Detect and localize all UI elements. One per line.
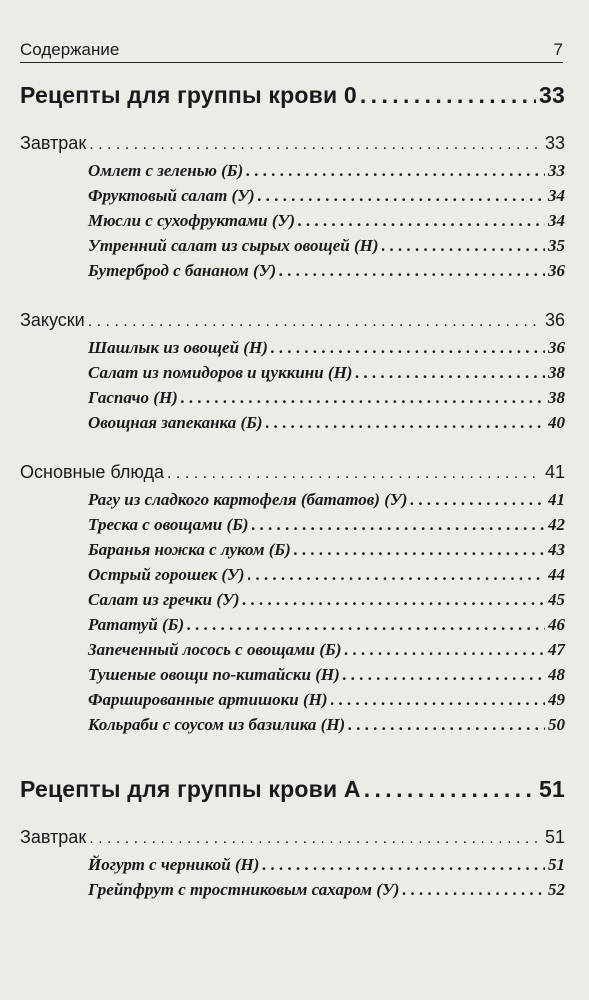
dot-leader [89,130,542,160]
item-page: 36 [548,338,565,357]
toc-item [20,512,565,537]
toc-part-blood-group-a [20,770,565,808]
section-page: 36 [544,310,565,330]
toc-item [20,360,565,385]
part-page: 51 [539,776,565,802]
item-page: 50 [548,715,565,734]
section-title: Завтрак [20,827,87,847]
dot-leader [181,385,545,410]
item-title: Фаршированные артишоки (Н) [88,690,328,709]
item-title: Рагу из сладкого картофеля (бататов) (У) [88,490,408,509]
toc-item [20,587,565,612]
item-page: 38 [548,388,565,407]
toc-item [20,158,565,183]
item-page: 52 [548,880,565,899]
item-title: Йогурт с черникой (Н) [88,855,260,874]
toc-item [20,233,565,258]
toc-item [20,712,565,737]
item-title: Запеченный лосось с овощами (Б) [88,640,342,659]
item-page: 43 [548,540,565,559]
section-title: Закуски [20,310,85,330]
item-title: Бутерброд с бананом (У) [88,261,277,280]
dot-leader [355,360,545,385]
item-title: Шашлык из овощей (Н) [88,338,268,357]
dot-leader [402,877,545,902]
dot-leader [88,307,542,337]
item-title: Омлет с зеленью (Б) [88,161,244,180]
item-title: Салат из помидоров и цуккини (Н) [88,363,353,382]
toc-section-breakfast [20,822,565,852]
part-title: Рецепты для группы крови А [20,776,361,802]
toc-item [20,537,565,562]
item-page: 42 [548,515,565,534]
item-title: Гаспачо (Н) [88,388,178,407]
item-title: Баранья ножка с луком (Б) [88,540,291,559]
toc-item [20,687,565,712]
dot-leader [266,410,545,435]
toc-item [20,183,565,208]
dot-leader [252,512,545,537]
item-title: Треска с овощами (Б) [88,515,249,534]
toc-part-blood-group-0 [20,76,565,114]
dot-leader [410,487,545,512]
item-title: Тушеные овощи по-китайски (Н) [88,665,340,684]
toc-item [20,852,565,877]
dot-leader [89,824,542,854]
dot-leader [294,537,545,562]
item-page: 38 [548,363,565,382]
toc-item [20,562,565,587]
dot-leader [262,852,545,877]
toc-item [20,208,565,233]
dot-leader [271,335,545,360]
toc-item [20,385,565,410]
section-title: Завтрак [20,133,87,153]
item-title: Кольраби с соусом из базилика (Н) [88,715,346,734]
item-title: Острый горошек (У) [88,565,245,584]
running-head [20,36,563,63]
page-number: 7 [553,40,563,59]
dot-leader [279,258,545,283]
item-page: 49 [548,690,565,709]
toc-item [20,877,565,902]
toc-section-breakfast [20,128,565,158]
dot-leader [360,76,536,114]
dot-leader [343,662,545,687]
running-head-title: Содержание [20,40,120,59]
item-page: 51 [548,855,565,874]
item-page: 45 [548,590,565,609]
item-page: 34 [548,211,565,230]
item-title: Овощная запеканка (Б) [88,413,263,432]
dot-leader [344,637,545,662]
part-page: 33 [539,82,565,108]
dot-leader [348,712,545,737]
item-title: Грейпфрут с тростниковым сахаром (У) [88,880,400,899]
item-title: Утренний салат из сырых овощей (Н) [88,236,379,255]
toc-item [20,662,565,687]
dot-leader [364,770,536,808]
table-of-contents [20,76,565,902]
item-page: 40 [548,413,565,432]
section-page: 41 [544,462,565,482]
dot-leader [331,687,546,712]
section-page: 51 [544,827,565,847]
dot-leader [167,459,542,489]
item-page: 34 [548,186,565,205]
dot-leader [242,587,545,612]
dot-leader [187,612,545,637]
item-page: 48 [548,665,565,684]
item-page: 47 [548,640,565,659]
toc-item [20,487,565,512]
dot-leader [246,158,545,183]
toc-section-snacks [20,305,565,335]
toc-item [20,258,565,283]
toc-item [20,410,565,435]
toc-section-main-dishes [20,457,565,487]
item-page: 35 [548,236,565,255]
item-page: 41 [548,490,565,509]
dot-leader [382,233,546,258]
item-page: 46 [548,615,565,634]
toc-item [20,335,565,360]
item-title: Фруктовый салат (У) [88,186,255,205]
part-title: Рецепты для группы крови 0 [20,82,357,108]
item-title: Рататуй (Б) [88,615,185,634]
section-page: 33 [544,133,565,153]
item-page: 36 [548,261,565,280]
section-title: Основные блюда [20,462,165,482]
item-page: 33 [548,161,565,180]
toc-item [20,612,565,637]
dot-leader [258,183,545,208]
dot-leader [298,208,545,233]
item-title: Мюсли с сухофруктами (У) [88,211,296,230]
toc-item [20,637,565,662]
item-title: Салат из гречки (У) [88,590,240,609]
dot-leader [248,562,545,587]
item-page: 44 [548,565,565,584]
